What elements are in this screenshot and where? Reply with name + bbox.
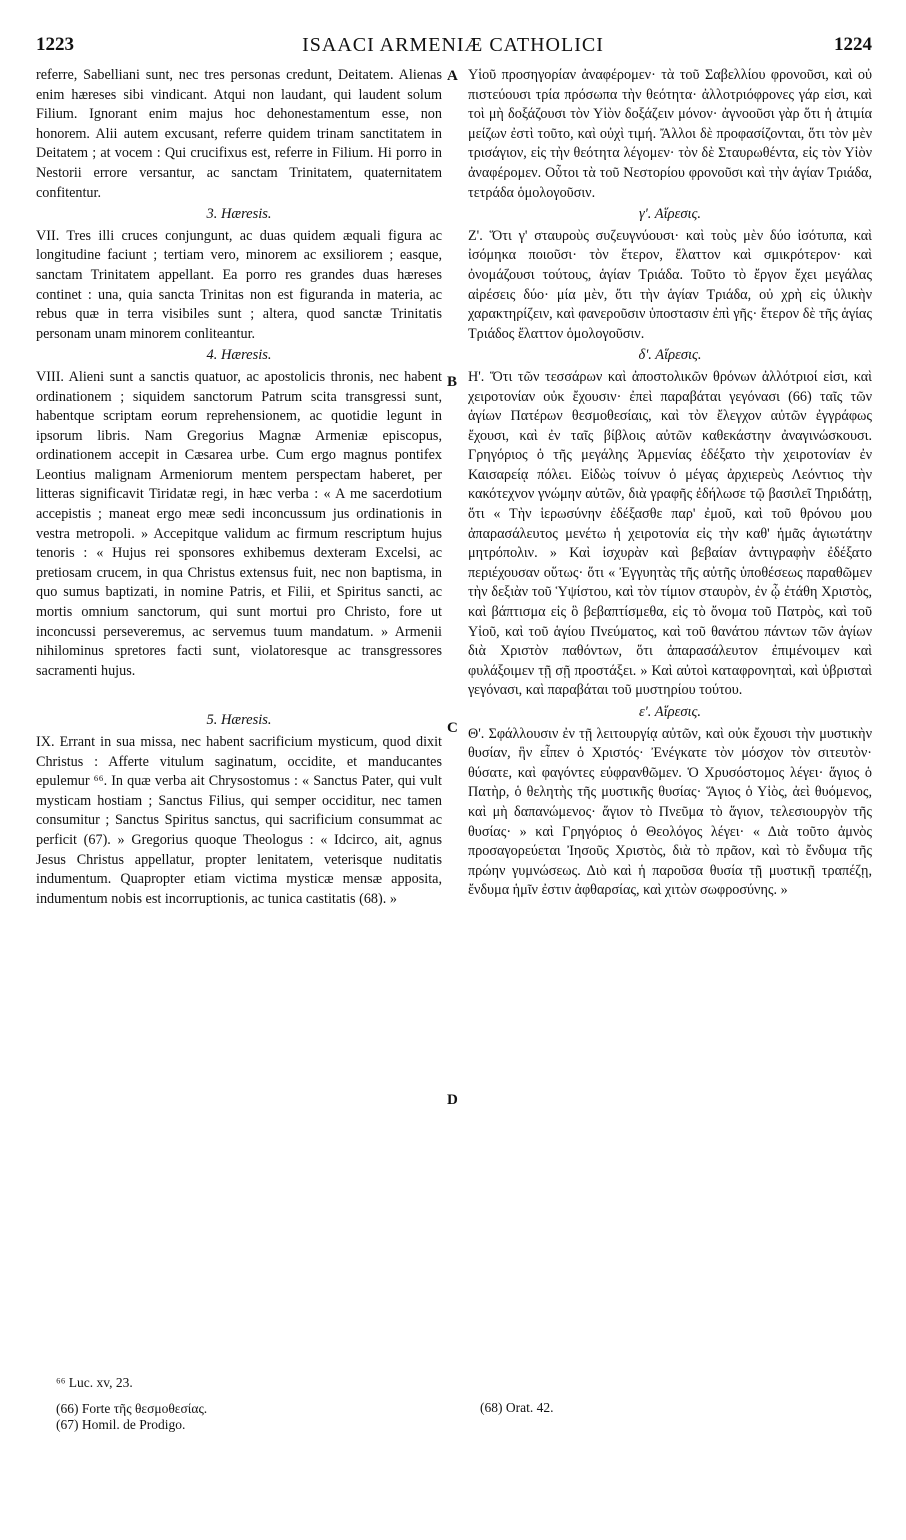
margin-letter-d: D [447,1092,458,1108]
section-heading: 5. Hæresis. [206,712,272,729]
footnote: (68) Orat. 42. [480,1400,554,1415]
latin-paragraph: VIII. Alieni sunt a sanctis quatuor, ac apostolicis thronis, nec habent ordinationem ; siquidem sanctorum Patrum scita transgressi sunt, habentque scriptam eorum reprehensionem, ac quotidie legunt in ipsorum libris. Nam Gregorius Magnæ Armeniæ episcopus, ordinationem accepit in Cæsarea urbe. Cum ergo magnus pontifex Leontius malignam Armeniorum mentem perspectam haberet, per litteras significavit Tiridatæ regi, in hæc verba : « A me sacerdotium accepistis ; maneat ergo meæ sedi inconcussum jus ordinationis in vestra metropoli. » Accepitque validum ac firmum rescriptum hujus tenoris : « Hujus rei sponsores exhibemus dexteram Excelsi, ac pretiosam crucem, in qua Christus extensus fuit, nec non baptisma, in quo sumus baptizati, in nomine Patris, et Filii, et Spiritus sancti, ac mortis omnium sanctorum, qui sunt mortui pro Christo, fore ut inconcussi perseveremus, ac servemus tuum mandatum. » Armenii nihilominus spretores facti sunt, violatoresque ac transgressores sacramenti hujus. [36,368,442,679]
greek-paragraph: Υἱοῦ προσηγορίαν ἀναφέρομεν· τὰ τοῦ Σαβελλίου φρονοῦσι, καὶ οὐ πιστεύουσι τρία πρόσωπα τὴν θεότητα· ἀλλοτριόφρονες γάρ εἰσι, καὶ τοὶ μὴ δοξάζουσι τὸν Υἱὸν δοξάζειν μόνον· ἀγνοοῦσι γὰρ ὅτι ἡ ἀτιμία μείζων ἐστὶ τοῦτο, καὶ οὐχὶ τιμή. Ἄλλοι δὲ προφασίζονται, ὅτι τὸν μὲν τρισάγιον, εἰς τὴν θεότητα λέγομεν· τὸν δὲ Σταυρωθέντα, εἰς τὸν Υἱὸν ἀναφέρομεν. Οὗτοι τὰ τοῦ Νεστορίου φρονοῦσι καὶ τὴν ἁγίαν Τριάδα, τετράδα ὁμολογοῦσιν. [468,67,872,201]
section-heading: 3. Hæresis. [206,206,272,223]
latin-footnotes [56,1375,436,1433]
margin-letter-a: A [447,68,458,84]
page-number-right: 1224 [834,34,872,55]
footnote: (67) Homil. de Prodigo. [56,1417,186,1432]
greek-paragraph: Η'. Ὅτι τῶν τεσσάρων καὶ ἀποστολικῶν θρόνων ἀλλότριοί εἰσι, καὶ χειροτονίαν οὐκ ἔχουσιν· ἐπεὶ παραβάται γεγόνασι (66) ταῖς τῶν ἁγίων Πατέρων θεσμοθεσίαις, καὶ τὸν ἔλεγχον αὐτῶν ἐγγράφως ἔχουσι, καὶ ἐν ταῖς βίβλοις αὐτῶν καθεκάστην ἀναγινώσκουσι. Γρηγόριος ὁ τῆς μεγάλης Ἀρμενίας ἐδέξατο τὴν χειροτονίαν ἐν Καισαρείᾳ πόλει. Εἰδὼς τοίνυν ὁ μέγας ἀρχιερεὺς Λεόντιος τὴν κακότεχνον γνώμην αὐτῶν, διὰ γραφῆς ἐδήλωσε τῷ βασιλεῖ Τηριδάτῃ, ὅτι « Τὴν ἱερωσύνην ἐδέξασθε παρ' ἐμοῦ, καὶ τοῦ θρόνου μου ἀπαρασάλευτος μενέτω ἡ χειροτονία εἰς τὴν καθ' ἡμᾶς ἁγιωτάτην μητρόπολιν. » Καὶ ἰσχυρὰν καὶ βεβαίαν ἀντιγραφὴν ἐδέξατο περιέχουσαν οὕτως· ὅτι « Ἐγγυητὰς τῆς αὐτῆς ὑποθέσεως παραθῶμεν τὴν δεξιὰν τοῦ Ὑψίστου, καὶ τὸν τίμιον σταυρὸν, ἐν ᾧ ἐτάθη Χριστὸς, καὶ βάπτισμα εἰς ὃ βεβαπτίσμεθα, εἰς τὸ ὄνομα τοῦ Πατρὸς, καὶ τοῦ Υἱοῦ, καὶ τοῦ ἁγίου Πνεύματος, καὶ τοῦ θανάτου πάντων τῶν ἁγίων διὰ Χριστὸν παθόντων, ὅτι ἀπαρασάλευτον ἐπιμένοιμεν καὶ φυλάξοιμεν τῇ σῇ προστάξει. » Καὶ αὐτοὶ καταφρονηταὶ, καὶ ὑβρισταὶ γεγόνασι, καὶ παραβάται τοῦ μυστηρίου τούτου. [468,368,872,699]
running-title: ISAACI ARMENIÆ CATHOLICI [302,34,604,56]
latin-paragraph: referre, Sabelliani sunt, nec tres personas credunt, Deitatem. Alienas enim hæreses sibi vindicant. Atqui non laudant, qui laudent solum Filium. Ignorant enim majus hoc dehonestamentum esse, non honorem. Alii autem excusant, referre quidem trinam sanctitatem in Deitatem ; at vocem : Qui crucifixus est, referre in Filium. Hi porro in Nestorii errore versantur, ac sanctam Trinitatem, quaternitatem confitentur. [36,67,442,201]
margin-letter-c: C [447,720,458,736]
greek-column [468,66,872,901]
latin-paragraph: IX. Errant in sua missa, nec habent sacrificium mysticum, quod dixit Christus : Afferte vitulum saginatum, occidite, et manducantes epulemur ⁶⁶. In quæ verba ait Chrysostomus : « Sanctus Pater, qui vult mysticam hostiam ; Sanctus Filius, qui semper occiditur, nec tamen consumitur ; Sanctus Spiritus sanctus, qui sacrificium consummat ac perficit (67). » Gregorius quoque Theologus : « Idcirco, ait, agnus Jesus Christus appellatur, propter lenitatem, veterisque nuditatis indumentum. Quapropter etiam victima mysticæ mensæ apposita, indumentum nobis est incorruptionis, ac tunica castitatis (68). » [36,734,442,907]
running-header [0,34,906,64]
section-heading: γ'. Αἵρεσις. [638,206,702,223]
greek-footnotes [480,1400,860,1416]
latin-column [36,66,442,909]
section-heading: δ'. Αἵρεσις. [638,347,702,364]
margin-letter-b: B [447,374,458,390]
greek-paragraph: Ζ'. Ὅτι γ' σταυροὺς συζευγνύουσι· καὶ τοὺς μὲν δύο ἰσότυπα, καὶ ἰσόμηκα ποιοῦσι· τὸν ἕτερον, ἔλαττον καὶ σμικρότερον· καὶ ὀνομάζουσι τούτους, ἁγίαν Τριάδα. Τοῦτο τὸ ἔργον ἔχει μεγάλας αἱρέσεις δύο· μία μὲν, ὅτι τὴν ἁγίαν Τριάδα, οὐ χρὴ εἰς ὑλικὴν χαρακτηρίζειν, καὶ φανεροῦσιν ὑποστασιν ἐπὶ γῆς· ἕτερον δὲ τῆς ἁγίας Τριάδος ἔλαττον ὁμολογοῦσιν. [468,227,872,342]
footnote: ⁶⁶ Luc. xv, 23. [56,1375,133,1390]
footnote: (66) Forte τῆς θεσμοθεσίας. [56,1401,208,1416]
page-number-left: 1223 [36,34,74,55]
latin-paragraph: VII. Tres illi cruces conjungunt, ac duas quidem æquali figura ac longitudine faciunt ; tertiam vero, minorem ac exsiliorem ; easque, sanctam Trinitatem appellant. Ea porro res grandes duas hæreses continet : una, quia sancta Trinitas non est figuranda in materia, ac rebus quæ in terra visibiles sunt ; altera, quod sanctæ Trinitatis personam unam minorem conliteantur. [36,227,442,342]
greek-paragraph: Θ'. Σφάλλουσιν ἐν τῇ λειτουργίᾳ αὐτῶν, καὶ οὐκ ἔχουσι τὴν μυστικὴν θυσίαν, ἣν εἶπεν ὁ Χριστός· Ἐνέγκατε τὸν μόσχον τὸν σιτευτὸν· θύσατε, καὶ φαγόντες εὐφρανθῶμεν. Ὁ Χρυσόστομος λέγει· ἅγιος ὁ Πατὴρ, ὁ θελητὴς τῆς μυστικῆς θυσίας· Ἅγιος ὁ Υἱὸς, ἀεὶ θυόμενος, καὶ μὴ δαπανώμενος· ἅγιον τὸ Πνεῦμα τὸ ἅγιον, τελεσιουργὸν τῆς θυσίας· » καὶ Γρηγόριος ὁ Θεολόγος λέγει· « Διὰ τοῦτο ἀμνὸς προσαγορεύεται Ἰησοῦς Χριστὸς, διὰ τὸ πρᾶον, καὶ τὸ ἔνδυμα τῆς πρώην γυμνώσεως. Διὸ καὶ ἡ παροῦσα θυσία τῇ μυστικῇ τραπέζῃ, ἔνδυμα ἡμῖν ἐστιν ἀφθαρσίας, καὶ χιτὼν σωφροσύνης. » [468,725,872,899]
section-heading: 4. Hæresis. [206,347,272,364]
section-heading: ε'. Αἵρεσις. [638,704,702,720]
